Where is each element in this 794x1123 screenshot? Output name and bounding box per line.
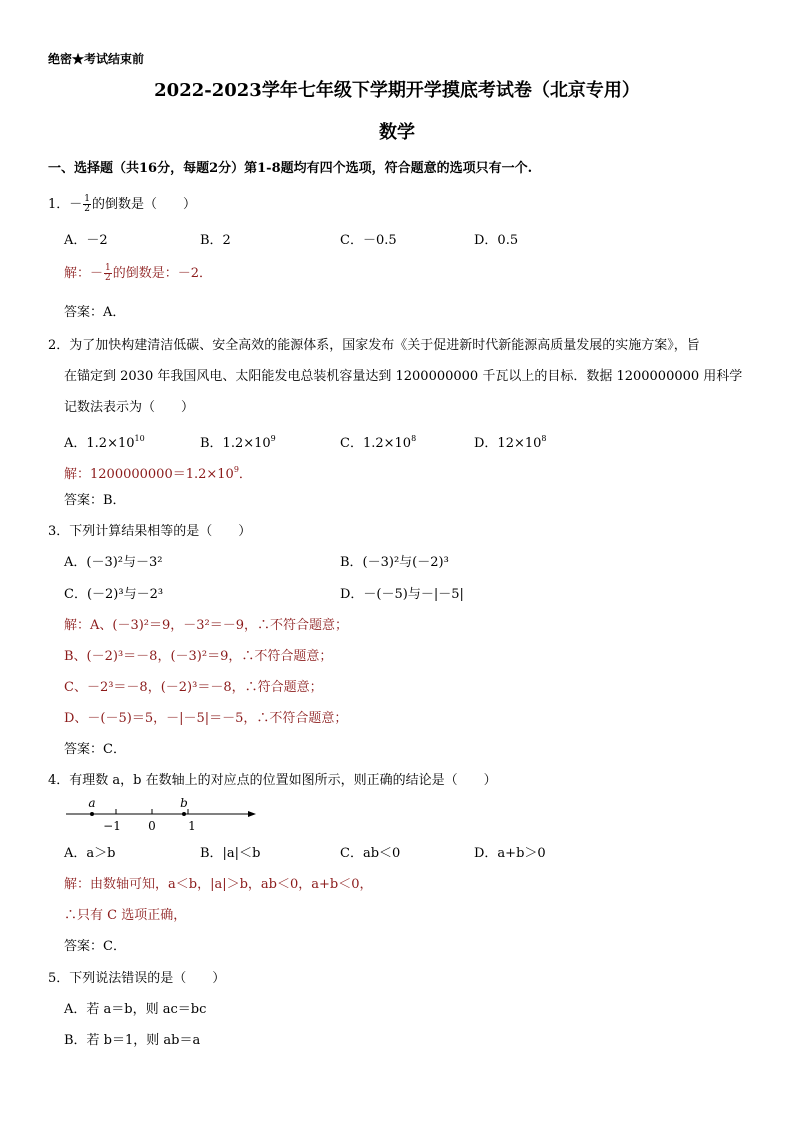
q2-option-d: D．$12\times 10^8$ [474, 434, 547, 451]
q3-option-d: D．－(－5)与－|－5| [340, 587, 464, 602]
q3-option-b: B．(－3)²与(－2)³ [340, 555, 449, 570]
q2-option-a: A．$1.2\times 10^{10}$ [64, 434, 145, 451]
exam-title: 2022-2023学年七年级下学期开学摸底考试卷（北京专用） [154, 80, 640, 101]
q3-solution-a: 解：A、(－3)²＝9，－3²＝－9，∴不符合题意； [64, 618, 349, 633]
q4-option-a: A．a＞b [64, 846, 116, 861]
q4-solution-1: 解：由数轴可知，a＜b，|a|＞b，ab＜0，a+b＜0， [64, 877, 373, 892]
q5-stem: 5．下列说法错误的是（ ） [48, 971, 226, 986]
q3-option-a: A．(－3)²与－3² [64, 555, 163, 570]
q2-answer: 答案：B． [64, 493, 126, 508]
q4-option-c: C．ab＜0 [340, 846, 401, 861]
q1-option-a: A．－2 [64, 233, 108, 248]
q1-option-d: D．0.5 [474, 233, 519, 248]
q2-solution: 解：$1200000000=1.2\times 10^9$． [64, 465, 252, 482]
number-line-figure [64, 796, 264, 836]
q2-option-c: C．$1.2\times 10^8$ [340, 434, 417, 451]
q2-stem-line-3: 记数法表示为（ ） [64, 400, 195, 415]
q3-solution-c: C、－2³＝－8，(－2)³＝－8，∴符合题意； [64, 680, 323, 695]
q3-answer: 答案：C． [64, 742, 126, 757]
number-line-arrow [248, 811, 256, 817]
q4-answer: 答案：C． [64, 939, 126, 954]
subject-title: 数学 [379, 122, 415, 143]
tick-label-1: 1 [188, 819, 196, 833]
fraction: $\frac{1}{2}$ [84, 194, 91, 214]
q3-solution-d: D、－(－5)＝5，－|－5|＝－5，∴不符合题意； [64, 711, 348, 726]
q2-stem-line-2: 在锚定到 2030 年我国风电、太阳能发电总装机容量达到 1200000000 千瓦以上的目标．数据 1200000000 用科学 [64, 369, 743, 384]
point-b-label: b [180, 796, 188, 810]
section-heading: 一、选择题（共16分，每题2分）第1-8题均有四个选项，符合题意的选项只有一个. [48, 161, 533, 176]
q3-solution-b: B、(－2)³＝－8，(－3)²＝9，∴不符合题意； [64, 649, 333, 664]
q1-answer: 答案：A． [64, 305, 126, 320]
q1-option-b: B．2 [200, 233, 231, 248]
fraction: $\frac{1}{2}$ [105, 263, 111, 283]
secret-label: 绝密★考试结束前 [48, 52, 145, 66]
question-1-stem: 1．－ $\frac{1}{2}$ 的倒数是（ ） [48, 194, 197, 214]
tick-label-minus-1: −1 [103, 819, 121, 833]
q4-option-b: B．|a|＜b [200, 846, 261, 861]
q4-solution-2: ∴只有 C 选项正确， [64, 908, 187, 923]
q5-option-a: A．若 a＝b，则 ac＝bc [64, 1002, 207, 1017]
point-b [182, 812, 186, 816]
q4-stem: 4．有理数 a，b 在数轴上的对应点的位置如图所示，则正确的结论是（ ） [48, 773, 497, 788]
point-a [90, 812, 94, 816]
q1-solution: 解：－ $\frac{1}{2}$ 的倒数是：－2． [64, 263, 213, 283]
q3-option-c: C．(－2)³与－2³ [64, 587, 164, 602]
q4-option-d: D．a+b＞0 [474, 846, 546, 861]
q2-stem-line-1: 2．为了加快构建清洁低碳、安全高效的能源体系，国家发布《关于促进新时代新能源高质量发展的实施方案》，旨 [48, 338, 700, 353]
q2-option-b: B．$1.2\times 10^9$ [200, 434, 276, 451]
tick-label-0: 0 [148, 819, 156, 833]
q5-option-b: B．若 b＝1，则 ab＝a [64, 1033, 201, 1048]
point-a-label: a [88, 796, 96, 810]
q3-stem: 3．下列计算结果相等的是（ ） [48, 524, 252, 539]
q1-option-c: C．－0.5 [340, 233, 397, 248]
